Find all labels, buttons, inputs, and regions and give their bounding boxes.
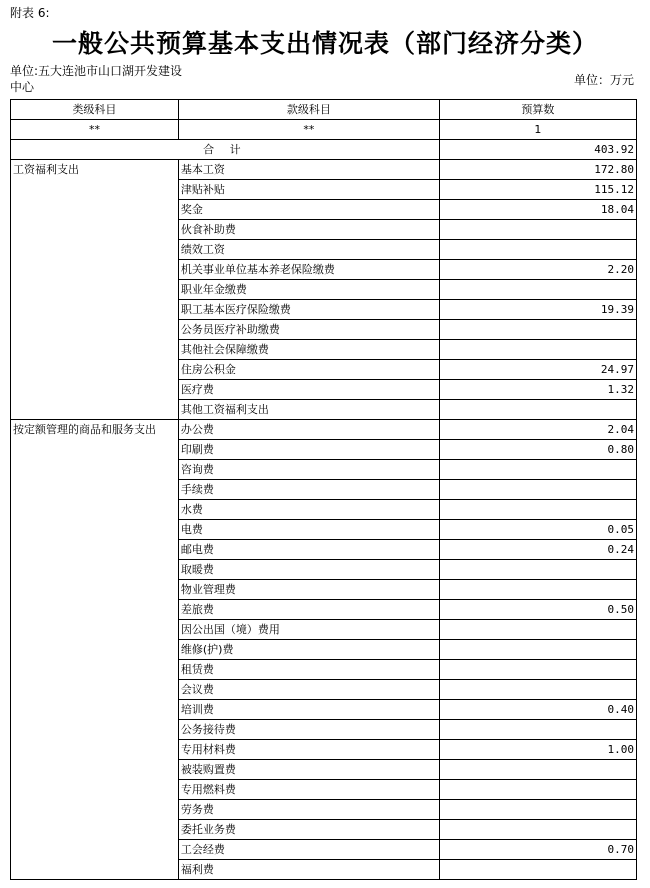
item-value-cell [439,480,636,500]
item-value-cell: 0.05 [439,520,636,540]
attachment-label: 附表 6: [10,6,50,20]
item-name-cell: 专用材料费 [178,740,439,760]
item-name-cell: 被装购置费 [178,760,439,780]
total-row [11,140,637,160]
item-name-cell: 劳务费 [178,800,439,820]
item-name-cell: 维修(护)费 [178,640,439,660]
unit-organization: 单位:五大连池市山口湖开发建设中心 [10,64,183,94]
item-value-cell [439,500,636,520]
item-value-cell [439,640,636,660]
item-value-cell: 2.04 [439,420,636,440]
item-name-cell: 物业管理费 [178,580,439,600]
item-name-cell: 奖金 [178,200,439,220]
item-name-cell: 公务接待费 [178,720,439,740]
item-name-cell: 机关事业单位基本养老保险缴费 [178,260,439,280]
item-name-cell: 专用燃料费 [178,780,439,800]
item-name-cell: 津贴补贴 [178,180,439,200]
item-name-cell: 因公出国（境）费用 [178,620,439,640]
item-value-cell: 0.80 [439,440,636,460]
item-value-cell [439,780,636,800]
item-value-cell: 19.39 [439,300,636,320]
item-value-cell [439,280,636,300]
item-value-cell [439,220,636,240]
code-row [11,120,637,140]
item-value-cell [439,680,636,700]
item-name-cell: 水费 [178,500,439,520]
page-title: 一般公共预算基本支出情况表（部门经济分类） [51,29,598,58]
code-subcategory: ** [178,120,439,140]
item-name-cell: 委托业务费 [178,820,439,840]
table-row [11,160,637,180]
header-category: 类级科目 [11,100,179,120]
item-value-cell [439,660,636,680]
item-value-cell: 115.12 [439,180,636,200]
item-value-cell [439,240,636,260]
item-value-cell: 0.70 [439,840,636,860]
category-cell: 工资福利支出 [11,160,179,420]
item-value-cell: 0.50 [439,600,636,620]
item-name-cell: 差旅费 [178,600,439,620]
item-value-cell: 0.24 [439,540,636,560]
item-value-cell [439,320,636,340]
item-value-cell [439,560,636,580]
item-value-cell [439,720,636,740]
item-name-cell: 租赁费 [178,660,439,680]
item-name-cell: 咨询费 [178,460,439,480]
budget-table [10,99,637,880]
item-name-cell: 绩效工资 [178,240,439,260]
item-value-cell [439,400,636,420]
item-value-cell: 18.04 [439,200,636,220]
item-name-cell: 培训费 [178,700,439,720]
item-value-cell [439,460,636,480]
item-name-cell: 医疗费 [178,380,439,400]
item-value-cell [439,820,636,840]
item-name-cell: 公务员医疗补助缴费 [178,320,439,340]
header-subcategory: 款级科目 [178,100,439,120]
item-name-cell: 工会经费 [178,840,439,860]
item-value-cell: 1.00 [439,740,636,760]
total-value: 403.92 [439,140,636,160]
item-name-cell: 职工基本医疗保险缴费 [178,300,439,320]
item-name-cell: 印刷费 [178,440,439,460]
item-name-cell: 伙食补助费 [178,220,439,240]
item-value-cell [439,580,636,600]
total-label: 合 计 [11,140,440,160]
code-budget: 1 [439,120,636,140]
item-value-cell [439,620,636,640]
item-name-cell: 其他社会保障缴费 [178,340,439,360]
item-value-cell: 1.32 [439,380,636,400]
unit-currency: 单位：万元 [574,73,635,87]
item-value-cell [439,760,636,780]
item-value-cell [439,340,636,360]
code-category: ** [11,120,179,140]
item-value-cell: 172.80 [439,160,636,180]
item-name-cell: 福利费 [178,860,439,880]
item-value-cell: 2.20 [439,260,636,280]
item-name-cell: 取暖费 [178,560,439,580]
item-value-cell: 24.97 [439,360,636,380]
header-budget: 预算数 [439,100,636,120]
item-name-cell: 办公费 [178,420,439,440]
item-name-cell: 电费 [178,520,439,540]
item-value-cell: 0.40 [439,700,636,720]
header-row [11,100,637,120]
table-row [11,420,637,440]
item-value-cell [439,800,636,820]
item-name-cell: 邮电费 [178,540,439,560]
item-name-cell: 职业年金缴费 [178,280,439,300]
item-name-cell: 住房公积金 [178,360,439,380]
category-cell: 按定额管理的商品和服务支出 [11,420,179,880]
item-name-cell: 会议费 [178,680,439,700]
item-name-cell: 基本工资 [178,160,439,180]
item-value-cell [439,860,636,880]
item-name-cell: 其他工资福利支出 [178,400,439,420]
item-name-cell: 手续费 [178,480,439,500]
